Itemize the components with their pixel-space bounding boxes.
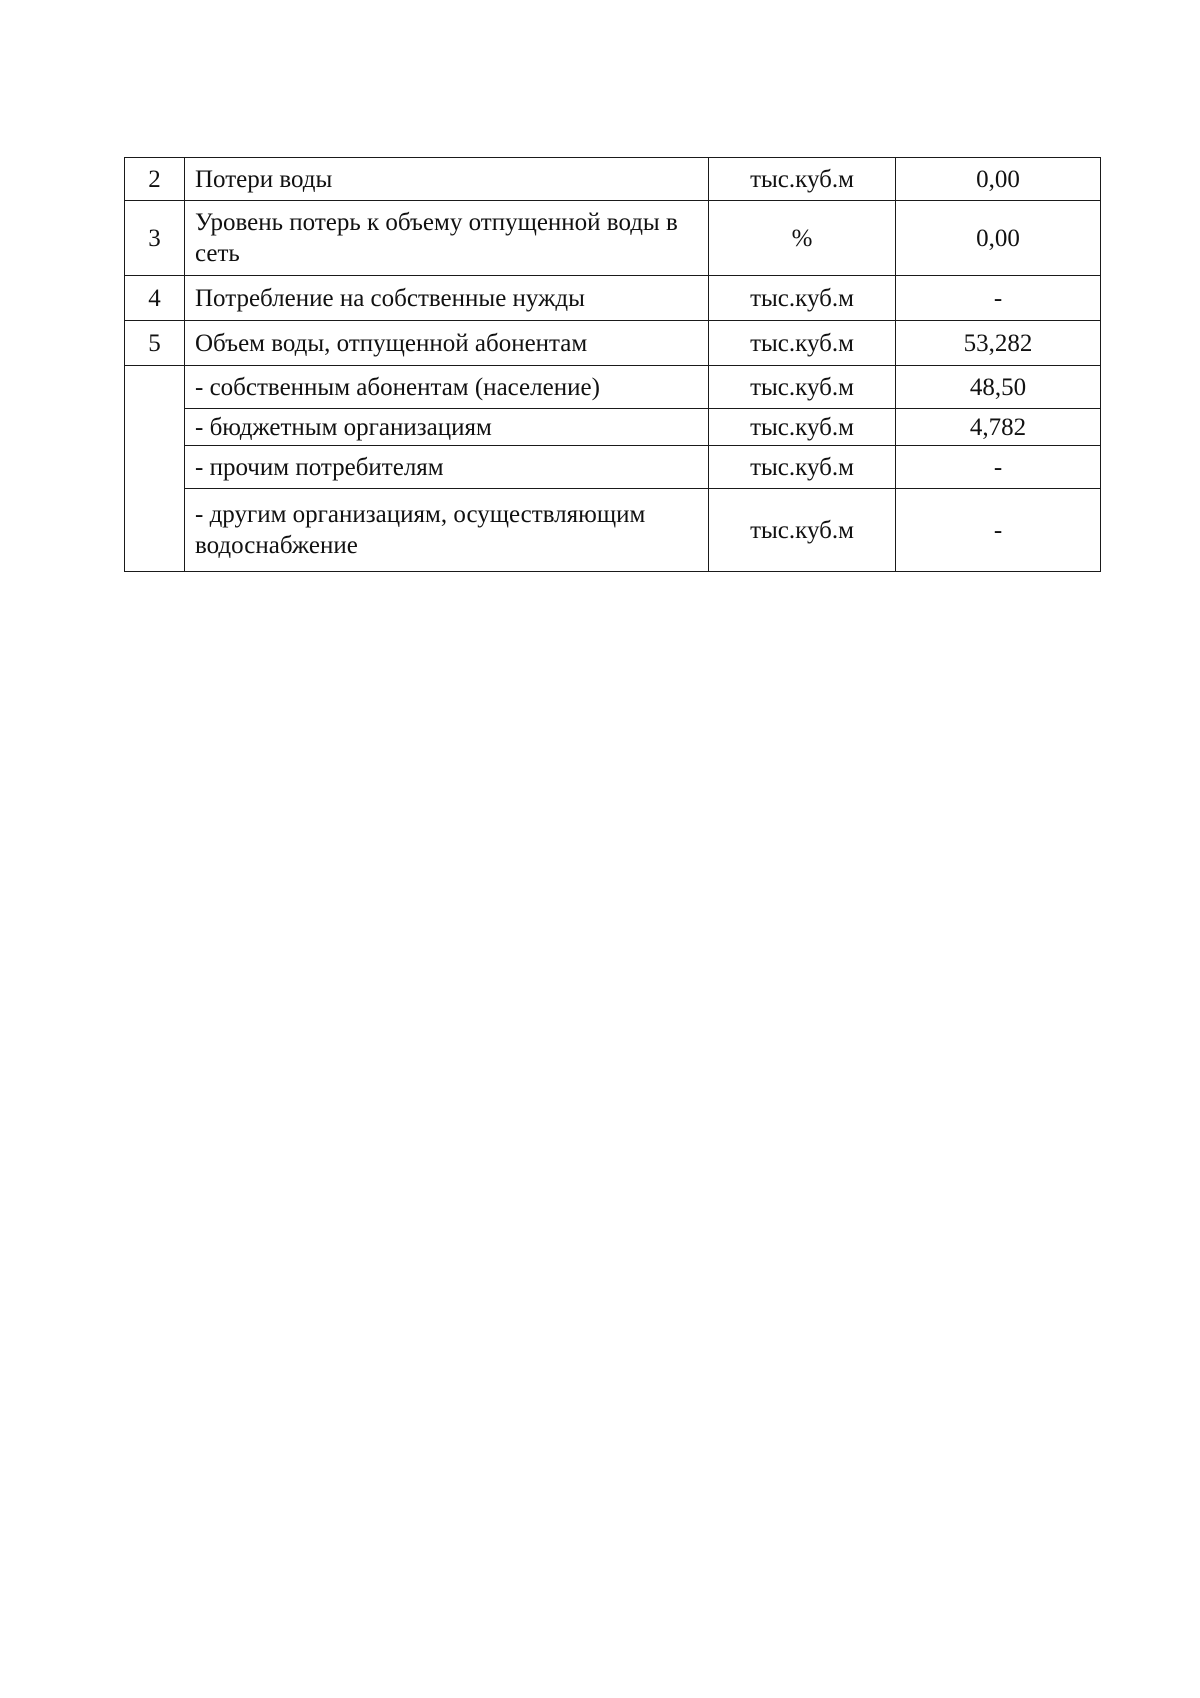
row-unit: тыс.куб.м — [709, 321, 896, 366]
table-row — [125, 489, 1101, 572]
row-value: - — [896, 489, 1101, 572]
row-number: 2 — [125, 158, 185, 201]
row-unit: тыс.куб.м — [709, 489, 896, 572]
table-row — [125, 446, 1101, 489]
row-value: 48,50 — [896, 366, 1101, 409]
row-number: 5 — [125, 321, 185, 366]
row-unit: тыс.куб.м — [709, 366, 896, 409]
table-row — [125, 158, 1101, 201]
row-indicator-name: Уровень потерь к объему отпущенной воды в сеть — [185, 201, 709, 276]
table-row — [125, 276, 1101, 321]
row-value: 4,782 — [896, 409, 1101, 446]
row-indicator-name: Объем воды, отпущенной абонентам — [185, 321, 709, 366]
row-indicator-name: - собственным абонентам (население) — [185, 366, 709, 409]
row-value: 53,282 — [896, 321, 1101, 366]
row-value: 0,00 — [896, 201, 1101, 276]
row-unit: тыс.куб.м — [709, 276, 896, 321]
row-indicator-name: - другим организациям, осуществляющим водоснабжение — [185, 489, 709, 572]
row-indicator-name: - бюджетным организациям — [185, 409, 709, 446]
row-indicator-name: Потери воды — [185, 158, 709, 201]
row-value: - — [896, 276, 1101, 321]
row-number-merged — [125, 366, 185, 572]
table-row — [125, 201, 1101, 276]
row-unit: тыс.куб.м — [709, 409, 896, 446]
table-row — [125, 321, 1101, 366]
row-unit: % — [709, 201, 896, 276]
water-balance-table — [124, 157, 1101, 572]
table-row — [125, 366, 1101, 409]
table-row — [125, 409, 1101, 446]
row-unit: тыс.куб.м — [709, 158, 896, 201]
row-indicator-name: - прочим потребителям — [185, 446, 709, 489]
row-value: - — [896, 446, 1101, 489]
row-indicator-name: Потребление на собственные нужды — [185, 276, 709, 321]
row-unit: тыс.куб.м — [709, 446, 896, 489]
row-number: 3 — [125, 201, 185, 276]
row-number: 4 — [125, 276, 185, 321]
row-value: 0,00 — [896, 158, 1101, 201]
